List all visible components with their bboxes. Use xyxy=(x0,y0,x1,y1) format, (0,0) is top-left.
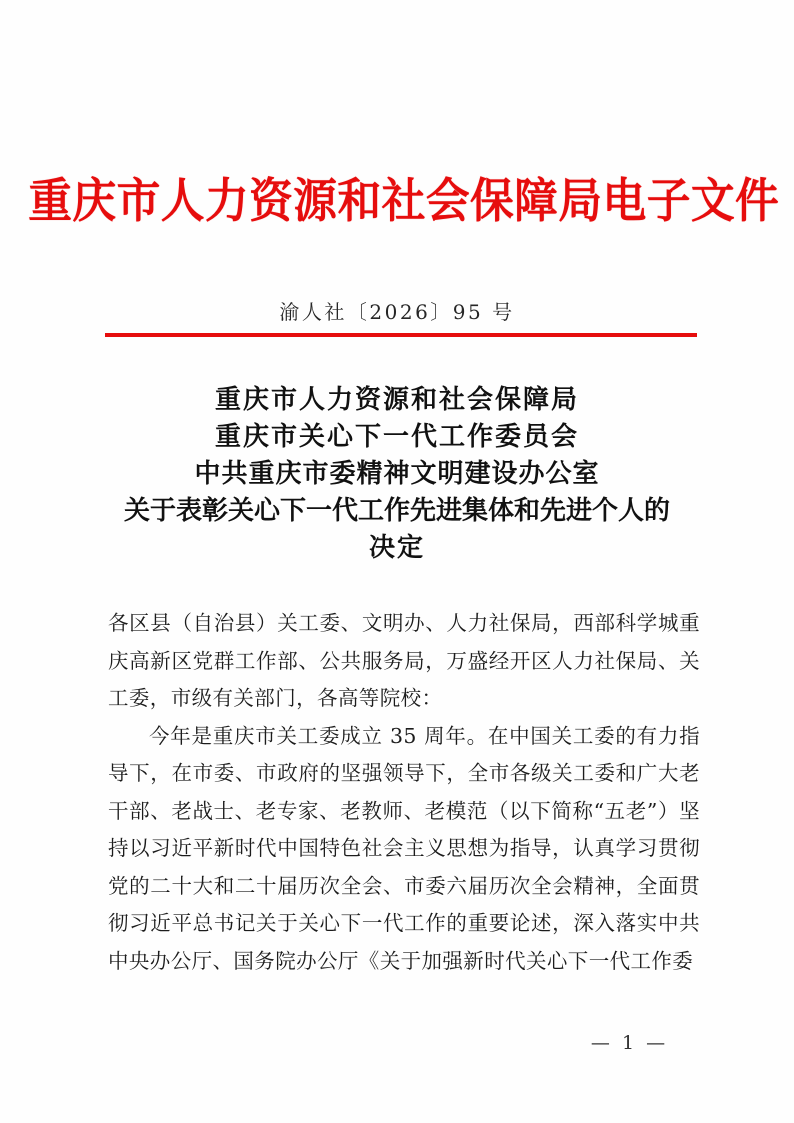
title-line-1: 重庆市人力资源和社会保障局 xyxy=(214,385,579,415)
masthead-title: 重庆市人力资源和社会保障局电子文件 xyxy=(28,174,780,229)
title-line-3: 中共重庆市委精神文明建设办公室 xyxy=(194,459,600,489)
red-separator-rule xyxy=(105,333,697,337)
title-line-4: 关于表彰关心下一代工作先进集体和先进个人的 xyxy=(123,496,670,526)
title-line-2: 重庆市关心下一代工作委员会 xyxy=(214,422,579,452)
document-number: 渝人社〔2026〕95 号 xyxy=(279,300,515,324)
page-number-value: — 1 — xyxy=(590,1032,669,1054)
masthead xyxy=(0,174,794,229)
addressee-paragraph: 各区县（自治县）关工委、文明办、人力社保局，西部科学城重庆高新区党群工作部、公共服务局，万盛经开区人力社保局、关工委，市级有关部门，各高等院校： xyxy=(108,611,700,710)
body-paragraph-1: 今年是重庆市关工委成立 35 周年。在中国关工委的有力指导下，在市委、市政府的坚强领导下，全市各级关工委和广大老干部、老战士、老专家、老教师、老模范（以下简称“五老”）坚持以习近平新时代中国特色社会主义思想为指导，认真学习贯彻党的二十大和二十届历次全会、市委六届历次全会精神，全面贯彻习近平总书记关于关心下一代工作的重要论述，深入落实中共中央办公厅、国务院办公厅《关于加强新时代关心下一代工作委 xyxy=(108,723,700,973)
document-title xyxy=(0,382,794,567)
document-body xyxy=(108,605,700,980)
page-number xyxy=(0,1032,794,1054)
title-line-5: 决定 xyxy=(368,533,425,563)
